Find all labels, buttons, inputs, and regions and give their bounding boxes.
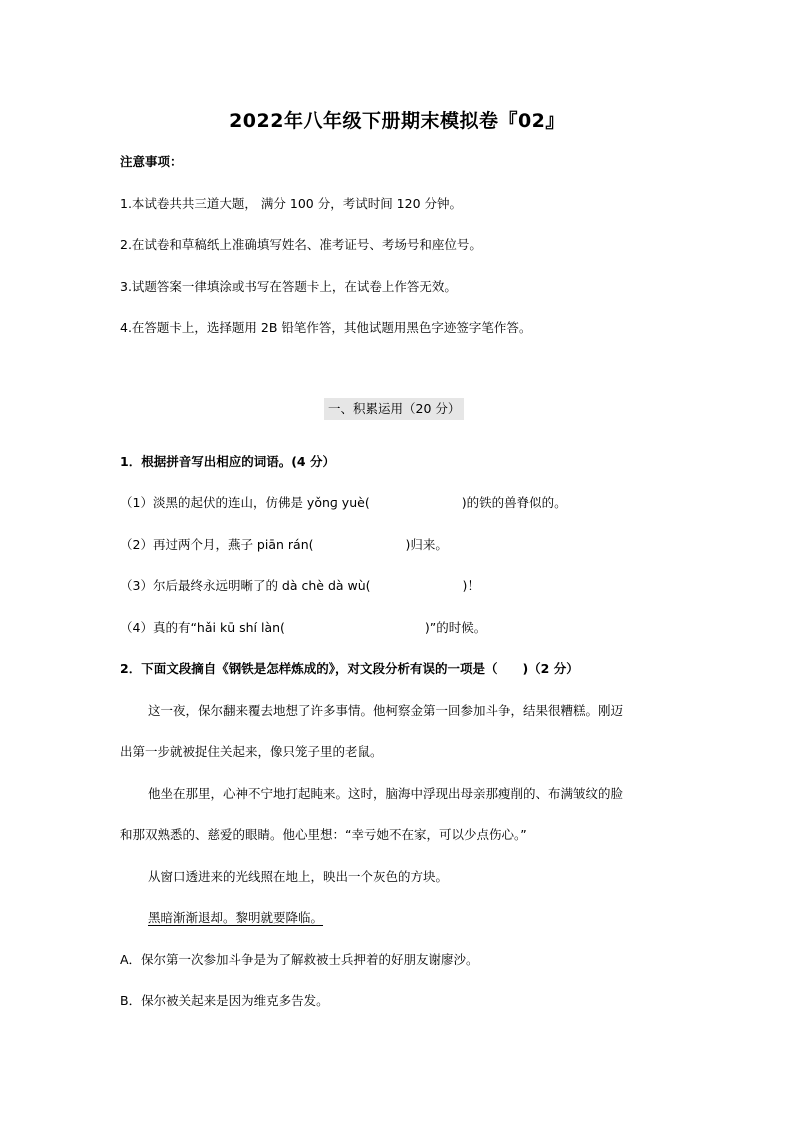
passage-line-6: 黑暗渐渐退却。黎明就要降临。 bbox=[148, 910, 324, 925]
q1-item-4-post: )”的时候。 bbox=[424, 620, 487, 635]
notice-item-4: 4.在答题卡上，选择题用 2B 铅笔作答，其他试题用黑色字迹签字笔作答。 bbox=[120, 320, 532, 335]
option-b: B．保尔被关起来是因为维克多告发。 bbox=[120, 993, 329, 1008]
passage-line-5: 从窗口透进来的光线照在地上，映出一个灰色的方块。 bbox=[148, 869, 449, 884]
passage-line-3: 他坐在那里，心神不宁地打起盹来。这时，脑海中浮现出母亲那瘦削的、布满皱纹的脸 bbox=[148, 786, 624, 801]
question-1-item-1 bbox=[120, 493, 567, 511]
passage-line-4: 和那双熟悉的、慈爱的眼睛。他心里想：“幸亏她不在家，可以少点伤心。” bbox=[120, 827, 527, 842]
q1-item-1-post: )的铁的兽脊似的。 bbox=[461, 495, 567, 510]
exam-title: 2022年八年级下册期末模拟卷『02』 bbox=[229, 110, 565, 132]
question-1-item-4 bbox=[120, 618, 486, 636]
question-1-stem: 1．根据拼音写出相应的词语。(4 分） bbox=[120, 454, 335, 469]
q1-item-2-pre: （2）再过两个月，燕子 piān rán( bbox=[120, 537, 314, 552]
notice-heading: 注意事项： bbox=[120, 154, 183, 169]
q1-item-3-pre: （3）尔后最终永远明晰了的 dà chè dà wù( bbox=[120, 578, 371, 593]
q1-item-3-post: )！ bbox=[462, 578, 480, 593]
notice-item-2: 2.在试卷和草稿纸上准确填写姓名、准考证号、考场号和座位号。 bbox=[120, 237, 482, 252]
question-2-stem: 2．下面文段摘自《钢铁是怎样炼成的》，对文段分析有误的一项是（ )（2 分） bbox=[120, 661, 579, 676]
question-1-item-2 bbox=[120, 535, 448, 553]
q1-item-4-pre: （4）真的有“hǎi kū shí làn( bbox=[120, 620, 285, 635]
notice-item-3: 3.试题答案一律填涂或书写在答题卡上，在试卷上作答无效。 bbox=[120, 279, 457, 294]
passage-line-2: 出第一步就被捉住关起来，像只笼子里的老鼠。 bbox=[120, 744, 383, 759]
q1-item-2-post: )归来。 bbox=[405, 537, 448, 552]
q1-item-1-pre: （1）淡黑的起伏的连山，仿佛是 yǒnɡ yuè( bbox=[120, 495, 370, 510]
option-a: A．保尔第一次参加斗争是为了解救被士兵押着的好朋友谢廖沙。 bbox=[120, 952, 479, 967]
question-1-item-3 bbox=[120, 576, 480, 594]
passage-line-1: 这一夜，保尔翻来覆去地想了许多事情。他柯察金第一回参加斗争，结果很糟糕。刚迈 bbox=[148, 703, 624, 718]
notice-item-1: 1.本试卷共共三道大题， 满分 100 分，考试时间 120 分钟。 bbox=[120, 196, 463, 211]
section-1-heading: 一、积累运用（20 分） bbox=[324, 398, 464, 420]
